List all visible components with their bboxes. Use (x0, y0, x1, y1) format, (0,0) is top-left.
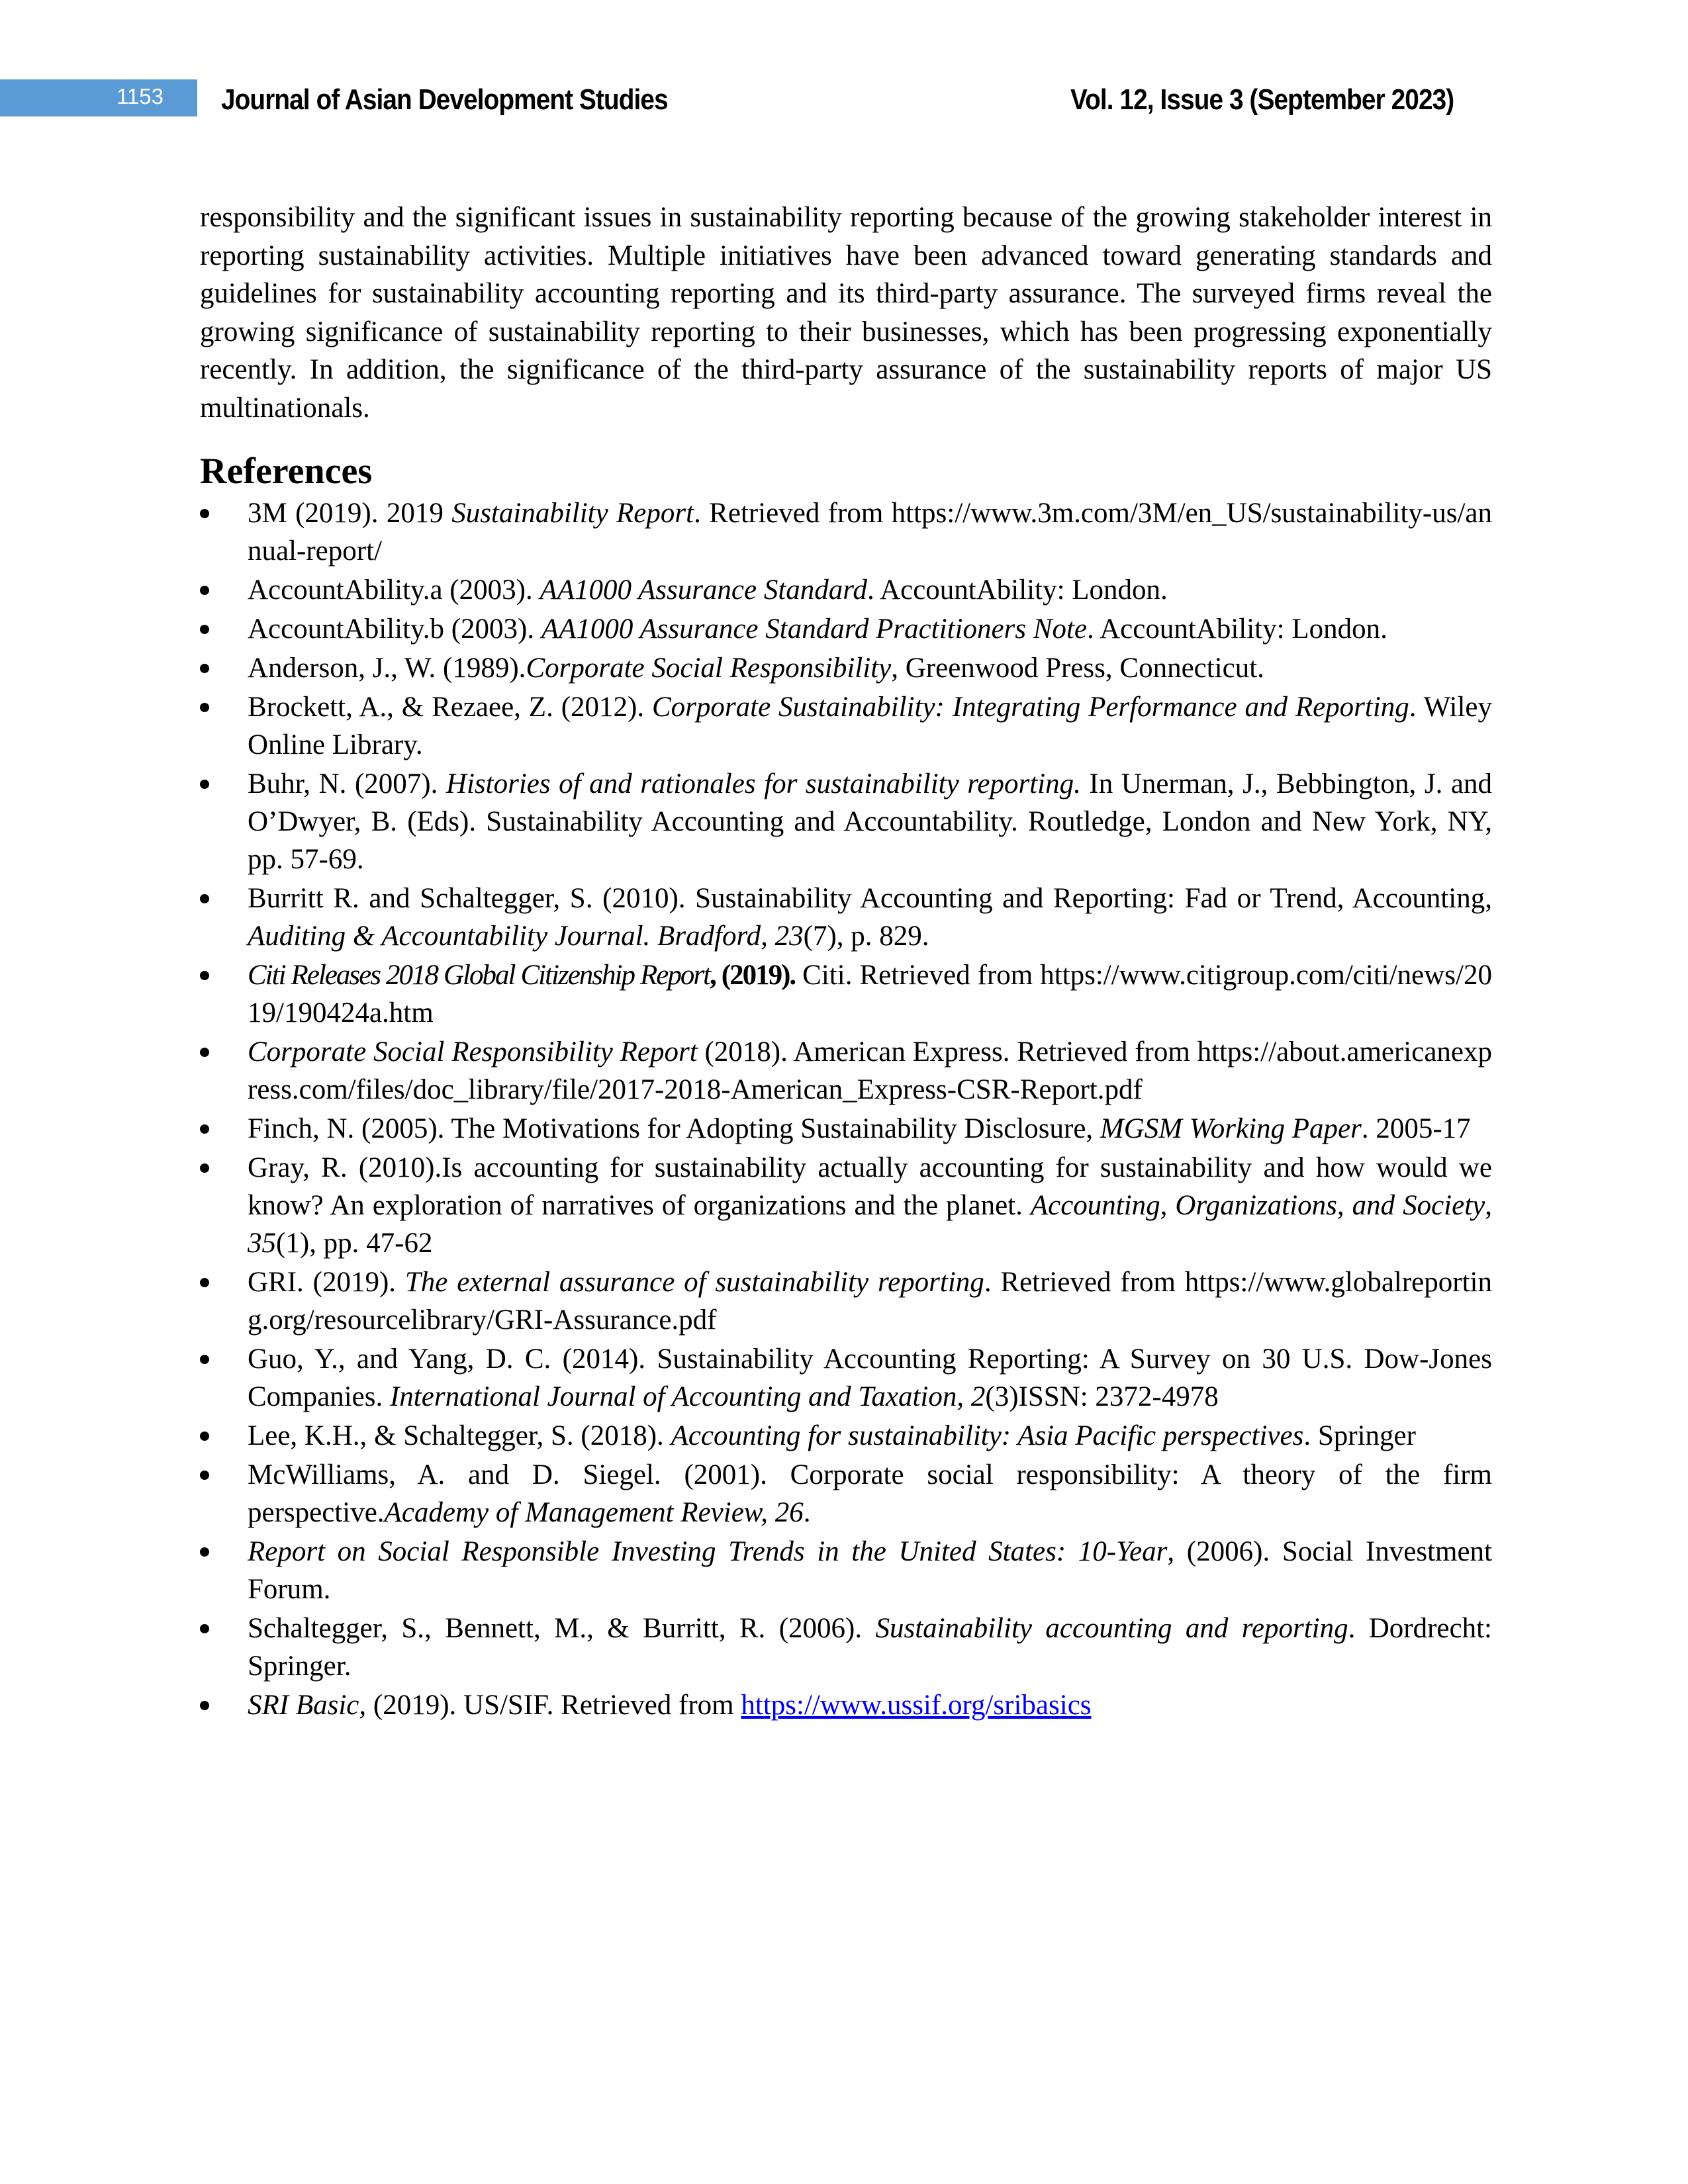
bullet-icon (200, 1686, 220, 1724)
bullet-icon (200, 1149, 220, 1187)
bullet-icon (200, 1340, 220, 1378)
references-heading: References (200, 451, 373, 492)
reference-item: AccountAbility.b (2003). AA1000 Assurance Standard Practitioners Note. AccountAbility: London. (200, 610, 1492, 648)
page-number: 1153 (117, 84, 164, 109)
reference-item: Guo, Y., and Yang, D. C. (2014). Sustainability Accounting Reporting: A Survey on 30 U.S. Dow-Jones Companies. International Journal of Accounting and Taxation, 2(3)ISSN: 2372-4978 (200, 1340, 1492, 1416)
page-number-tab (0, 79, 197, 116)
reference-item: Burritt R. and Schaltegger, S. (2010). Sustainability Accounting and Reporting: Fad or Trend, Accounting, Auditing & Accountability Journal. Bradford, 23(7), p. 829. (200, 880, 1492, 955)
reference-url: https://www.3m.com/3M/en_US/sustainability-us/annual-report/ (248, 498, 1492, 567)
bullet-icon (200, 1610, 220, 1647)
reference-item: Citi Releases 2018 Global Citizenship Report, (2019). Citi. Retrieved from https://www.citigroup.com/citi/news/2019/190424a.htm (200, 956, 1492, 1032)
bullet-icon (200, 649, 220, 687)
reference-item: Gray, R. (2010).Is accounting for sustainability actually accounting for sustainability and how would we know? An exploration of narratives of organizations and the planet. Accounting, Organizations, and Society, 35(1), pp. 47-62 (200, 1149, 1492, 1262)
bullet-icon (200, 1533, 220, 1570)
bullet-icon (200, 571, 220, 609)
bullet-icon (200, 880, 220, 917)
reference-item: AccountAbility.a (2003). AA1000 Assurance Standard. AccountAbility: London. (200, 571, 1492, 609)
reference-item: SRI Basic, (2019). US/SIF. Retrieved from https://www.ussif.org/sribasics (200, 1686, 1492, 1724)
bullet-icon (200, 1456, 220, 1494)
reference-url: https://about.americanexpress.com/files/doc_library/file/2017-2018-American_Express-CSR-Report.pdf (248, 1036, 1492, 1105)
reference-url: https://www.globalreporting.org/resourcelibrary/GRI-Assurance.pdf (248, 1267, 1492, 1336)
reference-item: Finch, N. (2005). The Motivations for Adopting Sustainability Disclosure, MGSM Working Paper. 2005-17 (200, 1110, 1492, 1148)
reference-item: Corporate Social Responsibility Report (2018). American Express. Retrieved from https://about.americanexpress.com/files/doc_library/file/2017-2018-American_Express-CSR-Report.pdf (200, 1033, 1492, 1109)
journal-title: Journal of Asian Development Studies (221, 83, 668, 116)
reference-url: https://www.citigroup.com/citi/news/2019/190424a.htm (248, 960, 1492, 1028)
reference-item: Report on Social Responsible Investing Trends in the United States: 10-Year, (2006). Social Investment Forum. (200, 1533, 1492, 1608)
reference-item: 3M (2019). 2019 Sustainability Report. Retrieved from https://www.3m.com/3M/en_US/sustainability-us/annual-report/ (200, 494, 1492, 570)
bullet-icon (200, 610, 220, 648)
reference-item: Schaltegger, S., Bennett, M., & Burritt, R. (2006). Sustainability accounting and reporting. Dordrecht: Springer. (200, 1610, 1492, 1685)
reference-item: Anderson, J., W. (1989).Corporate Social Responsibility, Greenwood Press, Connecticut. (200, 649, 1492, 687)
reference-item: GRI. (2019). The external assurance of sustainability reporting. Retrieved from https://www.globalreporting.org/resourcelibrary/GRI-Assurance.pdf (200, 1263, 1492, 1339)
bullet-icon (200, 1417, 220, 1455)
bullet-icon (200, 956, 220, 994)
bullet-icon (200, 1110, 220, 1148)
reference-item: Buhr, N. (2007). Histories of and rationales for sustainability reporting. In Unerman, J., Bebbington, J. and O’Dwyer, B. (Eds). Sustainability Accounting and Accountability. Routledge, London and New York, NY, pp. 57-69. (200, 765, 1492, 878)
reference-list (200, 494, 1492, 1724)
body-paragraph: responsibility and the significant issues in sustainability reporting because of the growing stakeholder interest in reporting sustainability activities. Multiple initiatives have been advanced toward generating standards and guidelines for sustainability accounting reporting and its third-party assurance. The surveyed firms reveal the growing significance of sustainability reporting to their businesses, which has been progressing exponentially recently. In addition, the significance of the third-party assurance of the sustainability reports of major US multinationals. (200, 202, 1492, 424)
page-content (200, 199, 1492, 1725)
bullet-icon (200, 765, 220, 803)
reference-item: Lee, K.H., & Schaltegger, S. (2018). Accounting for sustainability: Asia Pacific perspectives. Springer (200, 1417, 1492, 1455)
reference-item: Brockett, A., & Rezaee, Z. (2012). Corporate Sustainability: Integrating Performance and Reporting. Wiley Online Library. (200, 688, 1492, 764)
bullet-icon (200, 1263, 220, 1301)
sribasics-link[interactable]: https://www.ussif.org/sribasics (741, 1690, 1092, 1721)
bullet-icon (200, 494, 220, 532)
bullet-icon (200, 1033, 220, 1071)
bullet-icon (200, 688, 220, 726)
reference-item: McWilliams, A. and D. Siegel. (2001). Corporate social responsibility: A theory of the firm perspective.Academy of Management Review, 26. (200, 1456, 1492, 1531)
volume-issue: Vol. 12, Issue 3 (September 2023) (1070, 83, 1454, 116)
